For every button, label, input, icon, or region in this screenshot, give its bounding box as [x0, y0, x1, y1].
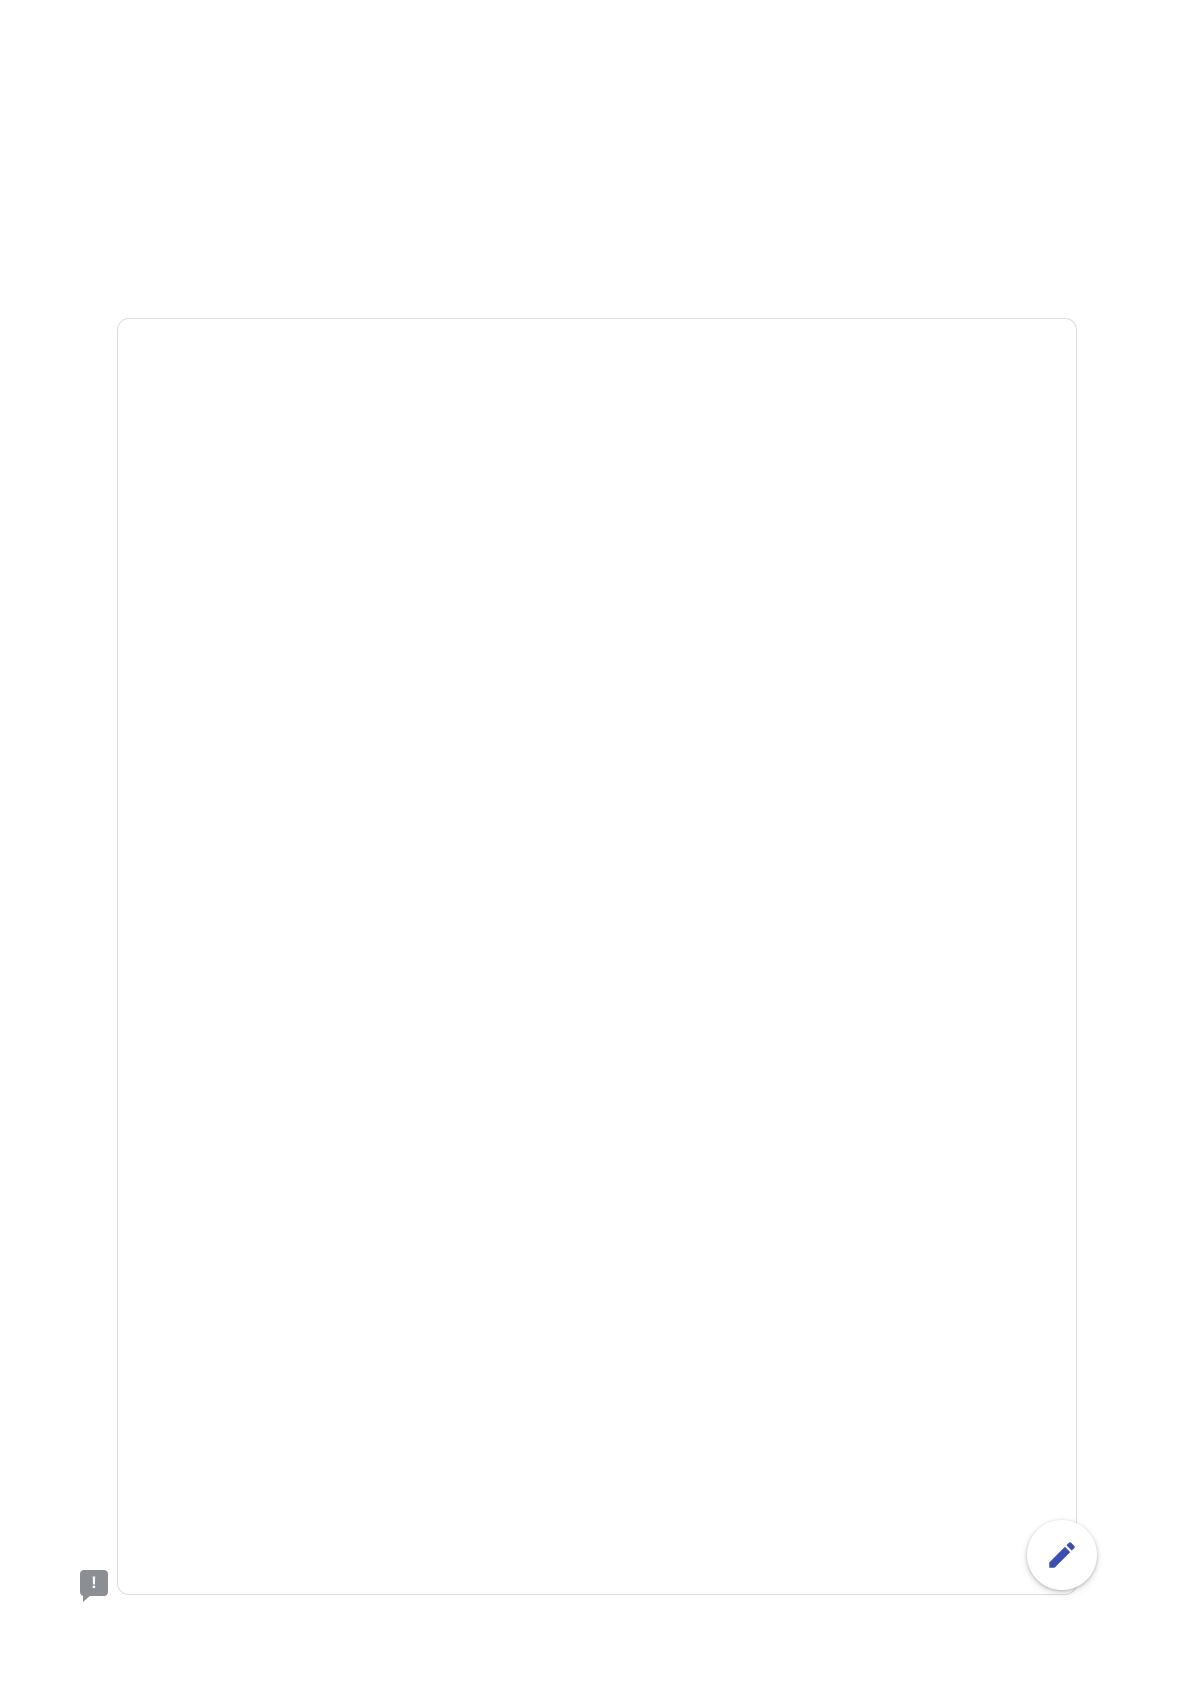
report-abuse-icon[interactable]: !: [80, 1570, 108, 1596]
question-card: [117, 318, 1077, 1595]
edit-button[interactable]: [1027, 1520, 1097, 1590]
pencil-icon: [1045, 1538, 1079, 1572]
question-title: [155, 363, 164, 393]
